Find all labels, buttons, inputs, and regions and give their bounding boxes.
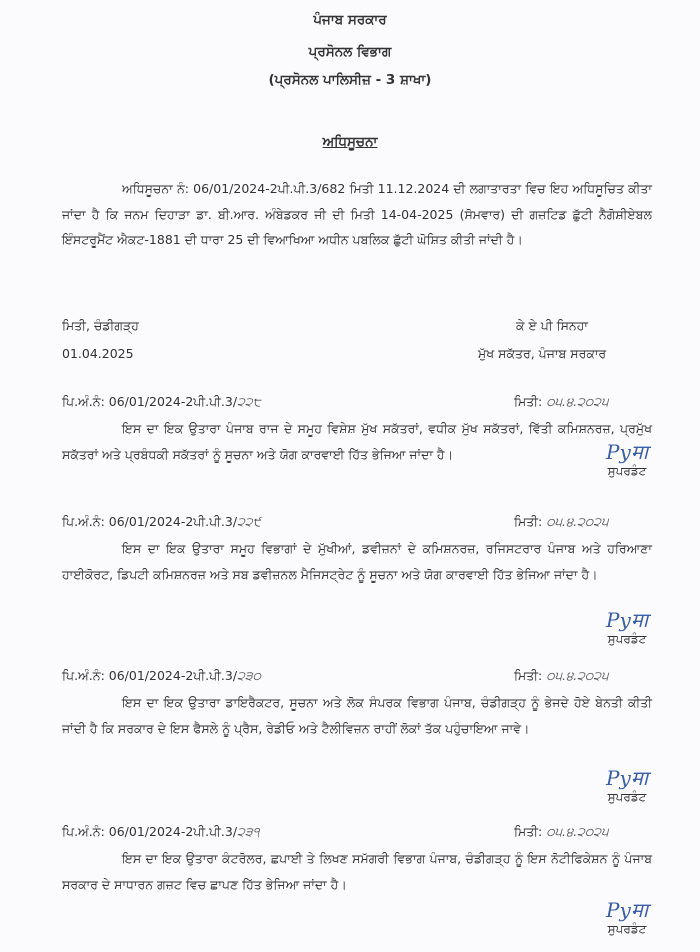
ref-number: ੨੩੧ (237, 824, 260, 839)
signature-block (582, 768, 672, 805)
endorsement-body: ਇਸ ਦਾ ਇਕ ਉਤਾਰਾ ਡਾਇਰੈਕਟਰ, ਸੂਚਨਾ ਅਤੇ ਲੋਕ ਸੰਪਰਕ ਵਿਭਾਗ ਪੰਜਾਬ, ਚੰਡੀਗੜ੍ਹ ਨੂੰ ਭੇਜਦੇ ਹੋਏ ਬੇਨਤੀ ਕੀਤੀ ਜਾਂਦੀ ਹੈ ਕਿ ਸਰਕਾਰ ਦੇ ਇਸ ਫੈਸਲੇ ਨੂੰ ਪ੍ਰੈਸ, ਰੇਡੀਓ ਅਤੇ ਟੈਲੀਵਿਜ਼ਨ ਰਾਹੀਂ ਲੋਕਾਂ ਤੱਕ ਪਹੁੰਚਾਇਆ ਜਾਵੇ। (62, 695, 652, 736)
signature-label: ਸੁਪਰਡੰਟ (607, 790, 647, 804)
signature-label: ਸੁਪਰਡੰਟ (607, 464, 647, 478)
endorsement-date: ਮਿਤੀ: ੦੫.੪.੨੦੨੫ (514, 514, 609, 529)
ref-number: ੨੨੮ (237, 394, 261, 409)
endorsement-date: ਮਿਤੀ: ੦੫.੪.੨੦੨੫ (514, 394, 609, 409)
notification-body: ਅਧਿਸੂਚਨਾ ਨੰ: 06/01/2024-2ਪੀ.ਪੀ.3/682 ਮਿਤੀ 11.12.2024 ਦੀ ਲਗਾਤਾਰਤਾ ਵਿਚ ਇਹ ਅਧਿਸੂਚਿਤ ਕੀਤਾ ਜਾਂਦਾ ਹੈ ਕਿ ਜਨਮ ਦਿਹਾੜਾ ਡਾ. ਬੀ.ਆਰ. ਅੰਬੇਡਕਰ ਜੀ ਦੀ ਮਿਤੀ 14-04-2025 (ਸੋਮਵਾਰ) ਦੀ ਗਜ਼ਟਿਡ ਛੁੱਟੀ ਨੈਗੋਸ਼ੀਏਬਲ ਇੰਸਟਰੂਮੈਂਟ ਐਕਟ-1881 ਦੀ ਧਾਰਾ 25 ਦੀ ਵਿਆਖਿਆ ਅਧੀਨ ਪਬਲਿਕ ਛੁੱਟੀ ਘੋਸ਼ਿਤ ਕੀਤੀ ਜਾਂਦੀ ਹੈ। (62, 181, 652, 247)
header-branch: (ਪ੍ਰਸੋਨਲ ਪਾਲਿਸੀਜ਼ - 3 ਸ਼ਾਖਾ) (268, 72, 432, 88)
signature-label: ਸੁਪਰਡੰਟ (607, 632, 647, 646)
signature-block (582, 610, 672, 647)
endorsement-date: ਮਿਤੀ: ੦੫.੪.੨੦੨੫ (514, 824, 609, 839)
endorsement-body: ਇਸ ਦਾ ਇਕ ਉਤਾਰਾ ਪੰਜਾਬ ਰਾਜ ਦੇ ਸਮੂਹ ਵਿਸ਼ੇਸ਼ ਮੁੱਖ ਸਕੱਤਰਾਂ, ਵਧੀਕ ਮੁੱਖ ਸਕੱਤਰਾਂ, ਵਿੱਤੀ ਕਮਿਸ਼ਨਰਜ਼, ਪ੍ਰਮੁੱਖ ਸਕੱਤਰਾਂ ਅਤੇ ਪ੍ਰਬੰਧਕੀ ਸਕੱਤਰਾਂ ਨੂੰ ਸੂਚਨਾ ਅਤੇ ਯੋਗ ਕਾਰਵਾਈ ਹਿੱਤ ਭੇਜਿਆ ਜਾਂਦਾ ਹੈ। (62, 421, 652, 462)
signatory-title: ਮੁੱਖ ਸਕੱਤਰ, ਪੰਜਾਬ ਸਰਕਾਰ (478, 346, 607, 361)
endorsement-ref: ਪਿ.ਅੰ.ਨੰ: 06/01/2024-2ਪੀ.ਪੀ.3/੨੨੯ (62, 514, 261, 529)
endorsement-ref: ਪਿ.ਅੰ.ਨੰ: 06/01/2024-2ਪੀ.ਪੀ.3/੨੨੮ (62, 394, 261, 409)
signature-mark: Pyमा (606, 766, 648, 790)
place-label: ਮਿਤੀ, ਚੰਡੀਗੜ੍ਹ (62, 318, 139, 333)
signature-mark: Pyमा (606, 440, 648, 464)
signature-block (582, 442, 672, 479)
endorsement-body: ਇਸ ਦਾ ਇਕ ਉਤਾਰਾ ਸਮੂਹ ਵਿਭਾਗਾਂ ਦੇ ਮੁੱਖੀਆਂ, ਡਵੀਜ਼ਨਾਂ ਦੇ ਕਮਿਸ਼ਨਰਜ਼, ਰਜਿਸਟਰਾਰ ਪੰਜਾਬ ਅਤੇ ਹਰਿਆਣਾ ਹਾਈਕੋਰਟ, ਡਿਪਟੀ ਕਮਿਸ਼ਨਰਜ਼ ਅਤੇ ਸਬ ਡਵੀਜ਼ਨਲ ਮੈਜਿਸਟ੍ਰੇਟ ਨੂੰ ਸੂਚਨਾ ਅਤੇ ਯੋਗ ਕਾਰਵਾਈ ਹਿੱਤ ਭੇਜਿਆ ਜਾਂਦਾ ਹੈ। (62, 541, 652, 582)
signature-mark: Pyमा (606, 898, 648, 922)
header-department: ਪ੍ਰਸੋਨਲ ਵਿਭਾਗ (308, 44, 392, 60)
endorsement-ref: ਪਿ.ਅੰ.ਨੰ: 06/01/2024-2ਪੀ.ਪੀ.3/੨੩੧ (62, 824, 260, 839)
endorsement-body: ਇਸ ਦਾ ਇਕ ਉਤਾਰਾ ਕੰਟਰੋਲਰ, ਛਪਾਈ ਤੇ ਲਿਖਣ ਸਮੱਗਰੀ ਵਿਭਾਗ ਪੰਜਾਬ, ਚੰਡੀਗੜ੍ਹ ਨੂੰ ਇਸ ਨੋਟੀਫਿਕੇਸ਼ਨ ਨੂੰ ਪੰਜਾਬ ਸਰਕਾਰ ਦੇ ਸਾਧਾਰਨ ਗਜ਼ਟ ਵਿਚ ਛਾਪਣ ਹਿੱਤ ਭੇਜਿਆ ਜਾਂਦਾ ਹੈ। (62, 851, 652, 892)
document-title: ਅਧਿਸੂਚਨਾ (322, 134, 378, 150)
signature-mark: Pyमा (606, 608, 648, 632)
ref-number: ੨੨੯ (237, 514, 261, 529)
signature-block (582, 900, 672, 937)
header-government: ਪੰਜਾਬ ਸਰਕਾਰ (313, 12, 387, 28)
endorsement-date: ਮਿਤੀ: ੦੫.੪.੨੦੨੫ (514, 668, 609, 683)
endorsement-ref: ਪਿ.ਅੰ.ਨੰ: 06/01/2024-2ਪੀ.ਪੀ.3/੨੩੦ (62, 668, 262, 683)
signature-label: ਸੁਪਰਡੰਟ (607, 922, 647, 936)
ref-number: ੨੩੦ (237, 668, 262, 683)
issue-date: 01.04.2025 (62, 346, 134, 361)
signatory-name: ਕੇ ਏ ਪੀ ਸਿਨਹਾ (516, 318, 588, 333)
